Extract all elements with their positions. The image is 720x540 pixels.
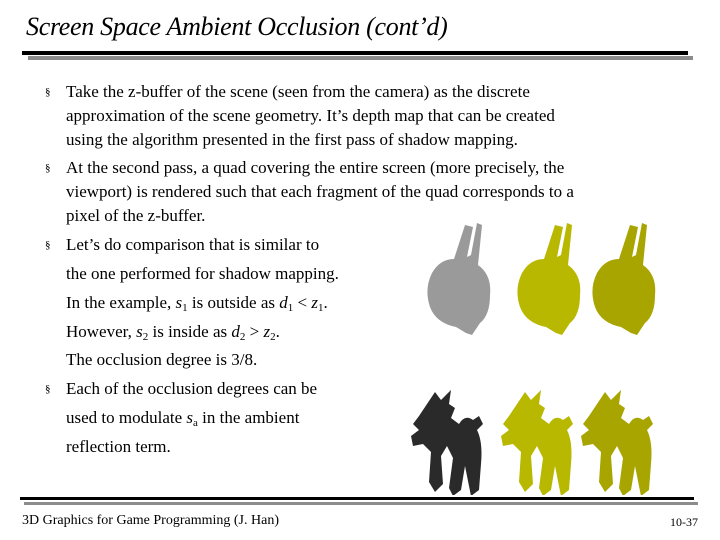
- bullet-2-line-2: viewport) is rendered such that each fragment of the quad corresponds to a: [66, 182, 574, 201]
- bullet-icon: §: [45, 86, 51, 98]
- bullet-4-line-3: reflection term.: [66, 437, 171, 456]
- bullet-3-example: In the example, $s_1$ is outside as $d_1 < z_1$.: [66, 293, 328, 314]
- bullet-3-however: However, $s_2$ is inside as $d_2 > z_2$.: [66, 322, 280, 343]
- footer-rule-shadow: [24, 502, 698, 505]
- dragon-ssao-image: [581, 390, 653, 495]
- bunny-depth-image: [427, 223, 490, 335]
- page-number: 10-37: [670, 515, 698, 529]
- dragon-depth-image: [411, 390, 483, 495]
- bullet-2-line-3: pixel of the z-buffer.: [66, 206, 206, 225]
- bunny-flat-image: [517, 223, 580, 335]
- bullet-1-line-2: approximation of the scene geometry. It’s depth map that can be created: [66, 106, 555, 125]
- footer-rule: [20, 497, 694, 500]
- bullet-icon: §: [45, 383, 51, 395]
- bullet-4-line-2: used to modulate $s_a$ in the ambient: [66, 408, 300, 429]
- bunny-ssao-image: [592, 223, 655, 335]
- bullet-4-line-1: Each of the occlusion degrees can be: [66, 379, 318, 398]
- title-rule-shadow: [28, 56, 693, 60]
- bullet-1-line-1: Take the z-buffer of the scene (seen from the camera) as the discrete: [66, 82, 530, 101]
- bullet-icon: §: [45, 239, 51, 251]
- footer-course: 3D Graphics for Game Programming (J. Han): [22, 513, 279, 528]
- bullet-2-line-1: At the second pass, a quad covering the entire screen (more precisely, the: [66, 158, 565, 177]
- bullet-3-line-1: Let’s do comparison that is similar to: [66, 235, 320, 254]
- bullet-3-degree: The occlusion degree is 3/8.: [66, 350, 258, 369]
- title-rule: [22, 51, 688, 55]
- bullet-3-line-2: the one performed for shadow mapping.: [66, 264, 339, 283]
- bullet-1-line-3: using the algorithm presented in the first pass of shadow mapping.: [66, 130, 518, 149]
- ssao-figure: [410, 215, 700, 495]
- slide-title: Screen Space Ambient Occlusion (cont’d): [26, 12, 448, 41]
- bullet-icon: §: [45, 162, 51, 174]
- dragon-flat-image: [501, 390, 573, 495]
